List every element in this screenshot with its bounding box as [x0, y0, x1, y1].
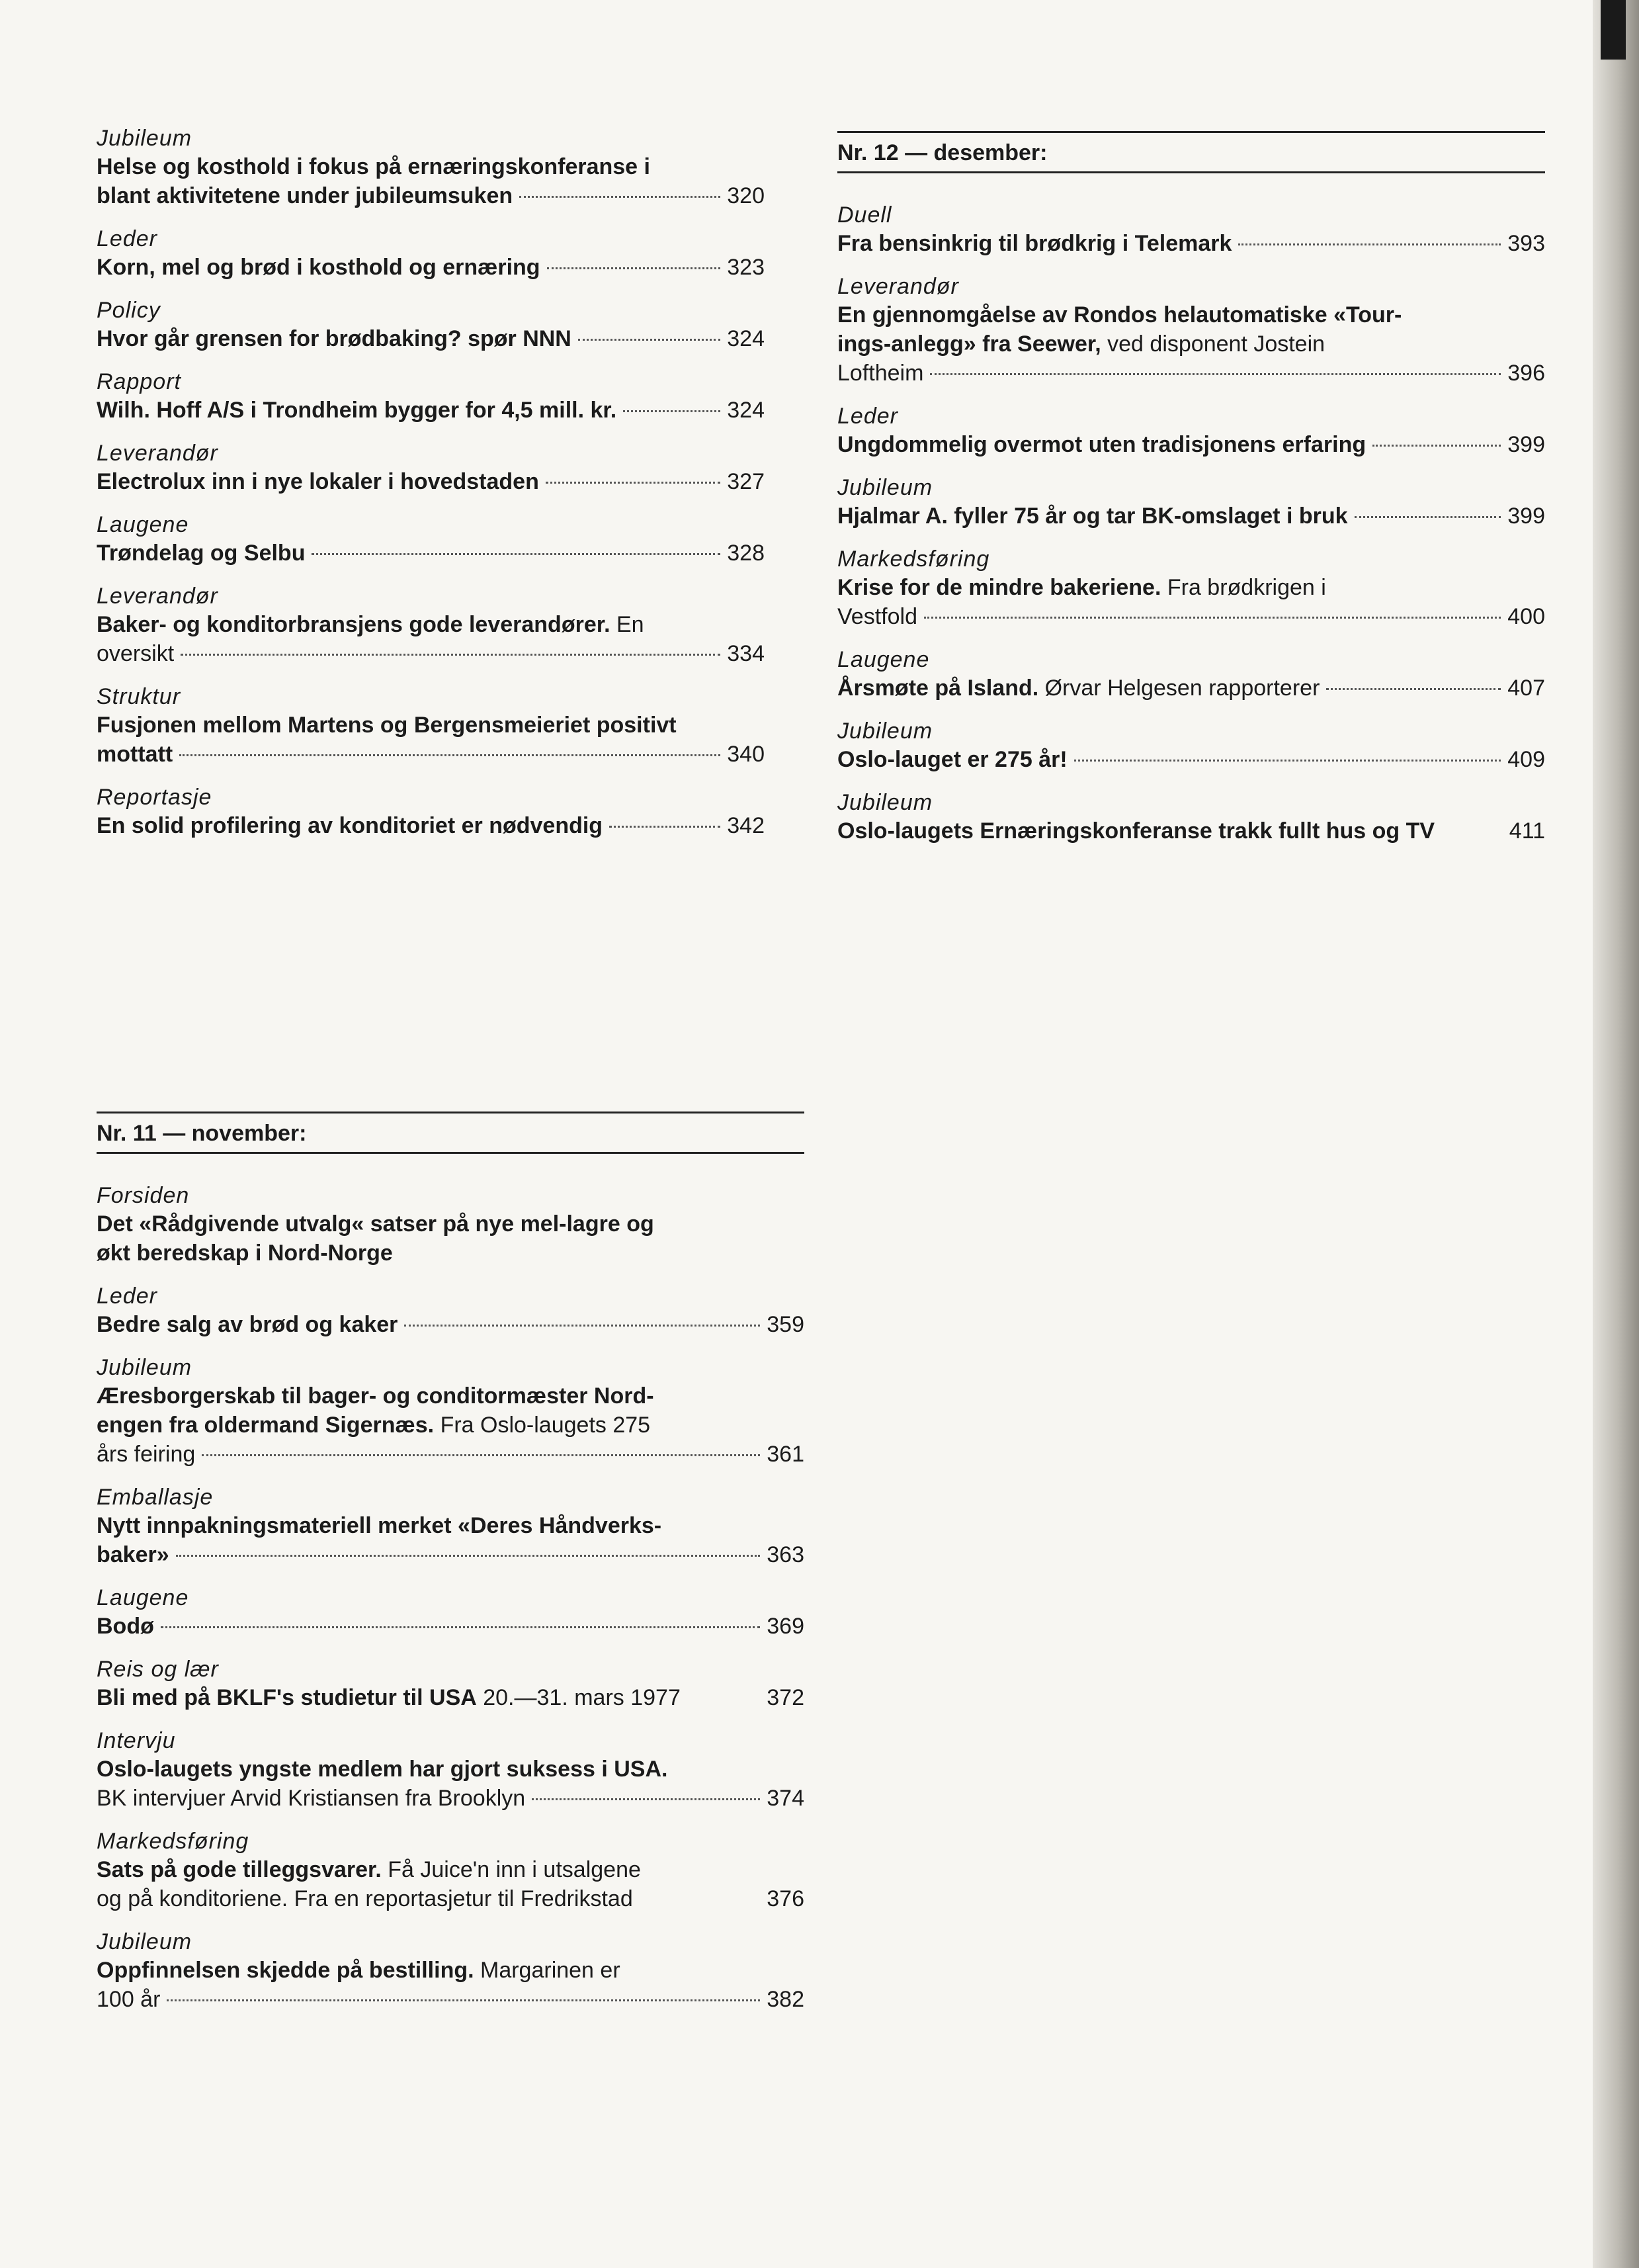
entry-line — [837, 300, 1545, 329]
page-number: 334 — [727, 641, 765, 666]
entry-category: Reis og lær — [97, 1657, 219, 1682]
entry-title — [97, 1956, 620, 1985]
entry-line — [837, 359, 1545, 388]
binding-dark-corner — [1601, 0, 1626, 60]
toc-entry — [97, 1354, 804, 1469]
entry-title-plain: BK intervjuer Arvid Kristiansen fra Brooklyn — [97, 1786, 526, 1811]
entry-title-plain: Vestfold — [837, 604, 917, 629]
dot-leader — [1074, 760, 1501, 762]
page-number: 382 — [767, 1987, 804, 2012]
dot-leader — [532, 1798, 760, 1800]
dot-leader — [181, 654, 720, 656]
toc-entry — [837, 201, 1545, 258]
entry-title — [97, 396, 616, 425]
page-number: 393 — [1507, 231, 1545, 256]
entry-title — [97, 711, 677, 740]
entry-category: Rapport — [97, 369, 181, 394]
page-number: 411 — [1509, 818, 1545, 844]
page-number: 407 — [1507, 676, 1545, 701]
entry-line — [97, 1855, 804, 1884]
entry-line — [837, 430, 1545, 459]
entry-category: Forsiden — [97, 1183, 190, 1208]
dot-leader — [578, 339, 720, 341]
entry-title — [97, 639, 174, 668]
dot-leader — [1372, 445, 1501, 447]
toc-entry — [97, 1928, 804, 2014]
entry-category: Laugene — [97, 512, 189, 537]
entry-title-bold: Årsmøte på Island. — [837, 676, 1039, 701]
entry-title-bold: Wilh. Hoff A/S i Trondheim bygger for 4,5 mill. kr. — [97, 398, 617, 423]
entry-title — [97, 253, 540, 282]
toc-entry — [837, 273, 1545, 388]
entry-title — [837, 430, 1366, 459]
dot-leader — [404, 1325, 760, 1327]
entry-title-bold: Krise for de mindre bakeriene. — [837, 575, 1161, 600]
entry-line — [97, 1209, 804, 1239]
entry-line — [97, 1784, 804, 1813]
entry-title-plain: og på konditoriene. Fra en reportasjetur til Fredrikstad — [97, 1886, 633, 1911]
dot-leader — [609, 826, 720, 828]
entry-title-bold: Sats på gode tilleggsvarer. — [97, 1857, 382, 1882]
toc-entry — [97, 1483, 804, 1569]
entry-category: Leder — [97, 226, 157, 251]
toc-entry — [837, 545, 1545, 631]
toc-column-left-top — [97, 124, 765, 855]
entry-line — [837, 816, 1545, 846]
page-number: 323 — [727, 255, 765, 280]
entry-category: Jubileum — [837, 475, 933, 500]
entry-title — [97, 1440, 195, 1469]
toc-entry — [97, 783, 765, 840]
entry-category: Policy — [97, 298, 161, 323]
entry-title — [97, 181, 513, 210]
entry-category: Leverandør — [837, 274, 959, 299]
dot-leader — [547, 267, 721, 269]
entry-title-plain: oversikt — [97, 641, 175, 666]
entry-title — [837, 602, 917, 631]
page-number: 342 — [727, 813, 765, 838]
entry-title-plain: Loftheim — [837, 361, 924, 386]
entry-title — [97, 1411, 650, 1440]
entry-line — [97, 1239, 804, 1268]
toc-entry — [97, 225, 765, 282]
page-number: 324 — [727, 326, 765, 351]
entry-title-plain: Margarinen er — [474, 1958, 620, 1983]
dot-leader — [176, 1555, 761, 1557]
entry-line — [837, 602, 1545, 631]
page-number: 399 — [1507, 432, 1545, 457]
entry-title-plain: Fra brødkrigen i — [1161, 575, 1326, 600]
entry-line — [97, 1683, 804, 1712]
entry-line — [97, 1956, 804, 1985]
entry-line — [97, 1884, 804, 1913]
dot-leader — [519, 196, 720, 198]
entry-category: Laugene — [97, 1585, 189, 1610]
entry-title-bold: Oslo-lauget er 275 år! — [837, 747, 1068, 772]
entry-category: Jubileum — [837, 719, 933, 744]
entry-title-bold: Trøndelag og Selbu — [97, 541, 306, 566]
entry-title — [837, 674, 1320, 703]
toc-entry — [97, 1827, 804, 1913]
entry-line — [97, 1440, 804, 1469]
page-number: 400 — [1507, 604, 1545, 629]
page-number: 369 — [767, 1614, 804, 1639]
page-number: 340 — [727, 742, 765, 767]
page-number: 399 — [1507, 503, 1545, 529]
entry-title-bold: En gjennomgåelse av Rondos helautomatiske «Tour- — [837, 302, 1402, 327]
entry-line — [97, 181, 765, 210]
dot-leader — [924, 617, 1501, 619]
entry-category: Markedsføring — [97, 1829, 249, 1854]
entry-title — [837, 300, 1402, 329]
dot-leader — [623, 410, 720, 412]
entry-title — [97, 1855, 641, 1884]
entry-title — [97, 1985, 160, 2014]
entry-title-bold: Det «Rådgivende utvalg« satser på nye mel-lagre og — [97, 1211, 654, 1237]
entry-title — [837, 502, 1348, 531]
entry-title — [837, 573, 1326, 602]
entry-line — [97, 1612, 804, 1641]
entry-title-plain: Få Juice'n inn i utsalgene — [381, 1857, 641, 1882]
entry-title — [97, 811, 603, 840]
toc-entry — [837, 474, 1545, 531]
entry-title — [837, 229, 1232, 258]
entry-category: Duell — [837, 202, 892, 228]
dot-leader — [312, 553, 720, 555]
dot-leader — [167, 1999, 760, 2001]
entry-line — [97, 152, 765, 181]
entry-title-plain: års feiring — [97, 1442, 196, 1467]
entry-category: Leder — [837, 404, 898, 429]
entry-title-bold: Korn, mel og brød i kosthold og ernæring — [97, 255, 540, 280]
book-binding-edge — [1593, 0, 1639, 2268]
entry-title-bold: Fusjonen mellom Martens og Bergensmeieriet positivt — [97, 713, 677, 738]
entry-title-bold: Hjalmar A. fyller 75 år og tar BK-omslaget i bruk — [837, 503, 1348, 529]
entry-category: Leverandør — [97, 441, 218, 466]
entry-line — [837, 674, 1545, 703]
entry-line — [97, 253, 765, 282]
page-number: 376 — [767, 1886, 804, 1911]
issue-heading-november — [97, 1112, 804, 1154]
entry-title-bold: Oslo-laugets Ernæringskonferanse trakk fullt hus og TV — [837, 818, 1435, 844]
page-number: 359 — [767, 1312, 804, 1337]
entry-line — [97, 396, 765, 425]
entry-title — [837, 745, 1068, 774]
entry-title-bold: engen fra oldermand Sigernæs. — [97, 1413, 435, 1438]
entry-title-bold: Ungdommelig overmot uten tradisjonens erfaring — [837, 432, 1366, 457]
dot-leader — [546, 482, 720, 484]
issue-heading-december — [837, 131, 1545, 173]
entry-title — [97, 1755, 667, 1784]
page-number: 327 — [727, 469, 765, 494]
entry-line — [837, 573, 1545, 602]
entry-title-bold: Fra bensinkrig til brødkrig i Telemark — [837, 231, 1232, 256]
toc-entry — [97, 439, 765, 496]
dot-leader — [930, 373, 1501, 375]
entry-title-plain: 100 år — [97, 1987, 161, 2012]
entry-line — [97, 639, 765, 668]
entry-title-bold: Electrolux inn i nye lokaler i hovedstaden — [97, 469, 539, 494]
entry-line — [837, 502, 1545, 531]
issue-title: Nr. 11 — november: — [97, 1121, 307, 1146]
entry-title — [97, 324, 571, 353]
entry-title-bold: Bodø — [97, 1614, 154, 1639]
entry-category: Jubileum — [97, 126, 192, 151]
entry-category: Reportasje — [97, 785, 212, 810]
entry-category: Intervju — [97, 1728, 176, 1753]
heading-rule-bottom — [97, 1152, 804, 1154]
toc-entry — [97, 1282, 804, 1339]
entry-line — [97, 1310, 804, 1339]
entry-title-bold: Oslo-laugets yngste medlem har gjort suksess i USA. — [97, 1757, 668, 1782]
entry-line — [97, 1381, 804, 1411]
entry-line — [97, 1755, 804, 1784]
toc-entry — [97, 683, 765, 769]
entry-title-bold: Helse og kosthold i fokus på ernæringskonferanse i — [97, 154, 650, 179]
page-number: 409 — [1507, 747, 1545, 772]
entry-title-plain: 20.—31. mars 1977 — [476, 1685, 681, 1710]
entry-category: Emballasje — [97, 1485, 214, 1510]
entry-title — [97, 1209, 654, 1239]
entry-line — [97, 1985, 804, 2014]
entry-title — [97, 467, 539, 496]
entry-title-bold: Bedre salg av brød og kaker — [97, 1312, 398, 1337]
entry-line — [97, 1411, 804, 1440]
entry-title — [97, 1884, 633, 1913]
entry-category: Jubileum — [837, 790, 933, 815]
entry-title — [97, 1540, 169, 1569]
entry-category: Laugene — [837, 647, 930, 672]
entry-line — [97, 711, 765, 740]
page-number: 320 — [727, 183, 765, 208]
toc-entry — [97, 124, 765, 210]
entry-title-plain: Ørvar Helgesen rapporterer — [1038, 676, 1320, 701]
dot-leader — [1355, 516, 1501, 518]
entry-title-plain: Fra Oslo-laugets 275 — [434, 1413, 651, 1438]
entry-title — [97, 1511, 661, 1540]
entry-line — [97, 324, 765, 353]
toc-column-right-top — [837, 131, 1545, 860]
toc-entry — [97, 1655, 804, 1712]
toc-entry — [837, 402, 1545, 459]
entry-title-bold: Oppfinnelsen skjedde på bestilling. — [97, 1958, 474, 1983]
entry-title — [97, 1683, 681, 1712]
entry-category: Jubileum — [97, 1929, 192, 1954]
entry-title-bold: mottatt — [97, 742, 173, 767]
entry-title-bold: En solid profilering av konditoriet er nødvendig — [97, 813, 603, 838]
page-number: 374 — [767, 1786, 804, 1811]
entry-line — [837, 745, 1545, 774]
entry-title — [97, 610, 644, 639]
entry-title — [837, 816, 1435, 846]
issue-title: Nr. 12 — desember: — [837, 140, 1048, 165]
entry-category: Struktur — [97, 684, 181, 709]
dot-leader — [1238, 243, 1501, 245]
entry-line — [837, 329, 1545, 359]
entry-line — [97, 1540, 804, 1569]
entry-title — [97, 1381, 654, 1411]
toc-entry — [97, 1727, 804, 1813]
entry-line — [97, 467, 765, 496]
entry-title — [837, 329, 1325, 359]
page-number: 363 — [767, 1542, 804, 1567]
entry-category: Markedsføring — [837, 546, 990, 572]
entry-title — [97, 740, 173, 769]
page-number: 396 — [1507, 361, 1545, 386]
dot-leader — [202, 1454, 760, 1456]
entry-title — [97, 1239, 393, 1268]
entry-title — [97, 1612, 154, 1641]
toc-entry — [837, 646, 1545, 703]
toc-entry — [97, 1584, 804, 1641]
page-number: 361 — [767, 1442, 804, 1467]
entry-title-bold: blant aktivitetene under jubileumsuken — [97, 183, 513, 208]
toc-entry — [97, 582, 765, 668]
toc-entry — [97, 1182, 804, 1268]
toc-entry — [837, 717, 1545, 774]
entry-title — [97, 152, 650, 181]
entry-title-bold: økt beredskap i Nord-Norge — [97, 1241, 393, 1266]
heading-rule-bottom — [837, 171, 1545, 173]
page-number: 372 — [767, 1685, 804, 1710]
entry-title-plain: En — [610, 612, 644, 637]
page-number: 328 — [727, 541, 765, 566]
entry-title — [97, 1784, 525, 1813]
entry-title — [97, 539, 305, 568]
entry-title-bold: baker» — [97, 1542, 169, 1567]
dot-leader — [1326, 688, 1501, 690]
entry-line — [97, 811, 765, 840]
entry-title — [97, 1310, 398, 1339]
toc-column-left-bottom — [97, 1112, 804, 2028]
toc-entry — [97, 511, 765, 568]
entry-line — [837, 229, 1545, 258]
entry-line — [97, 610, 765, 639]
entry-line — [97, 1511, 804, 1540]
dot-leader — [179, 754, 720, 756]
entry-title-bold: Æresborgerskab til bager- og conditormæster Nord- — [97, 1383, 654, 1409]
entry-title-bold: Nytt innpakningsmateriell merket «Deres Håndverks- — [97, 1513, 662, 1538]
entry-category: Jubileum — [97, 1355, 192, 1380]
entry-title — [837, 359, 923, 388]
entry-line — [97, 740, 765, 769]
toc-entry — [837, 789, 1545, 846]
entry-line — [97, 539, 765, 568]
entry-title-bold: Hvor går grensen for brødbaking? spør NNN — [97, 326, 571, 351]
entry-title-bold: Bli med på BKLF's studietur til USA — [97, 1685, 477, 1710]
toc-entry — [97, 368, 765, 425]
entry-title-bold: ings-anlegg» fra Seewer, — [837, 331, 1101, 357]
entry-category: Leverandør — [97, 584, 218, 609]
page-number: 324 — [727, 398, 765, 423]
entry-category: Leder — [97, 1284, 157, 1309]
dot-leader — [161, 1626, 760, 1628]
entry-title-bold: Baker- og konditorbransjens gode leverandører. — [97, 612, 610, 637]
toc-entry — [97, 296, 765, 353]
entry-title-plain: ved disponent Jostein — [1101, 331, 1325, 357]
